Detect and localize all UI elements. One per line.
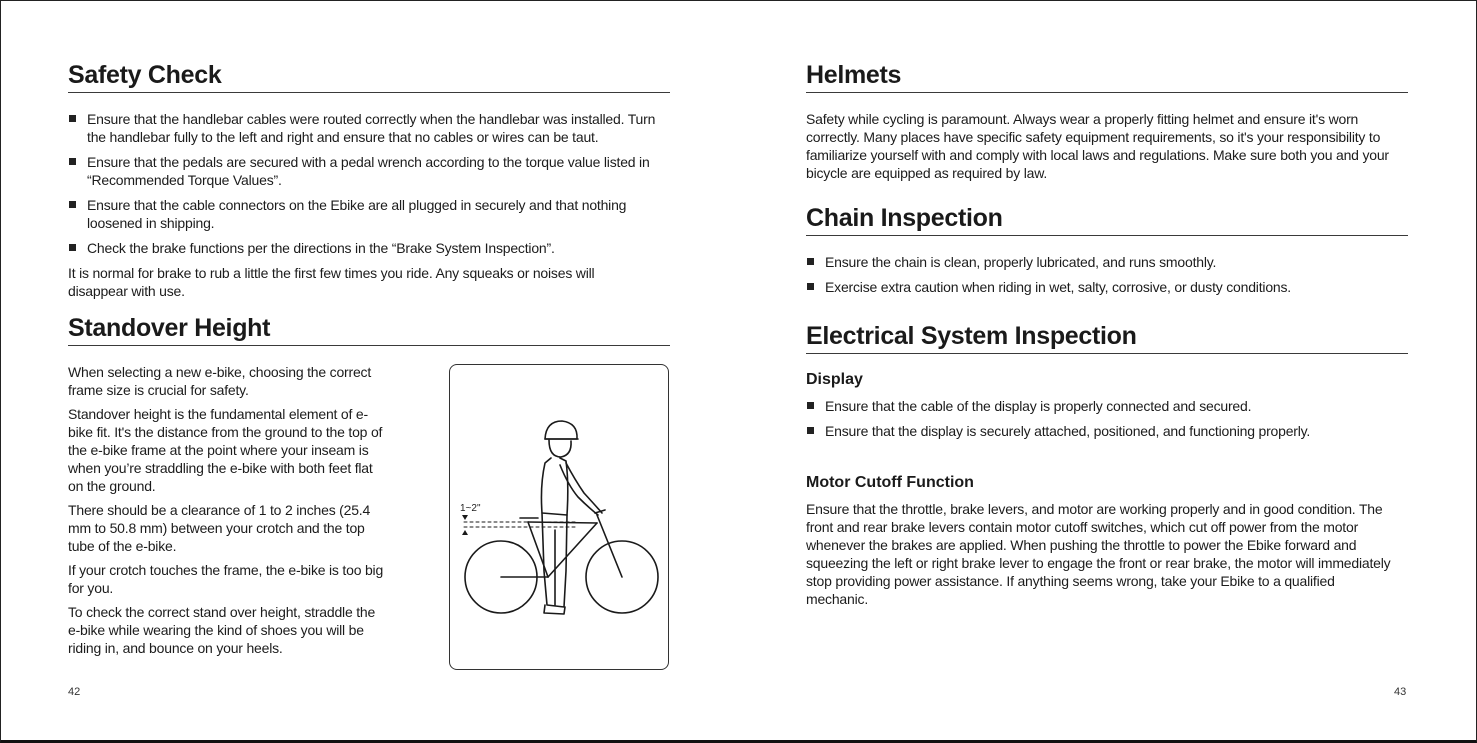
list-item: Ensure that the display is securely attached, positioned, and functioning properly.	[806, 422, 1408, 440]
page-number-left: 42	[68, 686, 81, 698]
list-item: Check the brake functions per the directions in the “Brake System Inspection”.	[68, 239, 670, 257]
rider-bike-illustration	[450, 365, 670, 671]
safety-check-section	[68, 60, 670, 306]
list-item: Ensure that the cable connectors on the Ebike are all plugged in securely and that nothing loosened in shipping.	[68, 196, 670, 232]
helmets-title: Helmets	[806, 60, 1408, 93]
standover-paragraph: There should be a clearance of 1 to 2 inches (25.4 mm to 50.8 mm) between your crotch and the top tube of the e-bike.	[68, 502, 371, 554]
list-item: Ensure that the handlebar cables were routed correctly when the handlebar was installed. Turn the handlebar fully to the left and right and ensure that no cables or wires can be taut.	[68, 110, 670, 146]
standover-text	[68, 363, 386, 663]
standover-section	[68, 313, 670, 346]
chain-title: Chain Inspection	[806, 203, 1408, 236]
electrical-section	[806, 321, 1408, 614]
motor-cutoff-text: Ensure that the throttle, brake levers, and motor are working properly and in good condition. The front and rear brake levers contain motor cutoff switches, which cut off power from the motor whenever the brakes are applied. When pushing the throttle to power the Ebike forward and squeezing the left or right brake lever to engage the front or rear brake, the motor will immediately stop providing power assistance. If anything seems wrong, take your Ebike to a qualified mechanic.	[806, 501, 1391, 607]
clearance-label: 1~2"	[460, 503, 481, 514]
standover-paragraph: When selecting a new e-bike, choosing the correct frame size is crucial for safety.	[68, 364, 372, 398]
standover-title: Standover Height	[68, 313, 670, 346]
list-item: Ensure the chain is clean, properly lubricated, and runs smoothly.	[806, 253, 1408, 271]
page-number-right: 43	[1394, 686, 1407, 698]
standover-paragraph: If your crotch touches the frame, the e-bike is too big for you.	[68, 562, 384, 596]
electrical-title: Electrical System Inspection	[806, 321, 1408, 354]
list-item: Ensure that the cable of the display is properly connected and secured.	[806, 397, 1408, 415]
standover-paragraph: To check the correct stand over height, straddle the e-bike while wearing the kind of shoes you will be riding in, and bounce on your heels.	[68, 604, 376, 656]
list-item: Ensure that the pedals are secured with a pedal wrench according to the torque value listed in “Recommended Torque Values”.	[68, 153, 670, 189]
display-list	[806, 397, 1408, 440]
chain-list	[806, 253, 1408, 296]
chain-section	[806, 203, 1408, 303]
standover-figure	[449, 364, 669, 670]
display-heading: Display	[806, 371, 863, 388]
list-item: Exercise extra caution when riding in wet, salty, corrosive, or dusty conditions.	[806, 278, 1408, 296]
motor-cutoff-heading: Motor Cutoff Function	[806, 474, 974, 491]
safety-check-note: It is normal for brake to rub a little the first few times you ride. Any squeaks or noises will disappear with use.	[68, 265, 595, 299]
standover-paragraph: Standover height is the fundamental element of e-bike fit. It's the distance from the ground to the top of the e-bike frame at the point where your inseam is when you’re straddling the e-bike with both feet flat on the ground.	[68, 406, 383, 494]
helmets-text: Safety while cycling is paramount. Always wear a properly fitting helmet and ensure it's worn correctly. Many places have specific safety equipment requirements, so it's your responsibility to familiarize yourself with and comply with local laws and regulations. Make sure both you and your bicycle are equipped as required by law.	[806, 111, 1389, 181]
helmets-section	[806, 60, 1408, 188]
safety-check-title: Safety Check	[68, 60, 670, 93]
safety-check-list	[68, 110, 670, 257]
